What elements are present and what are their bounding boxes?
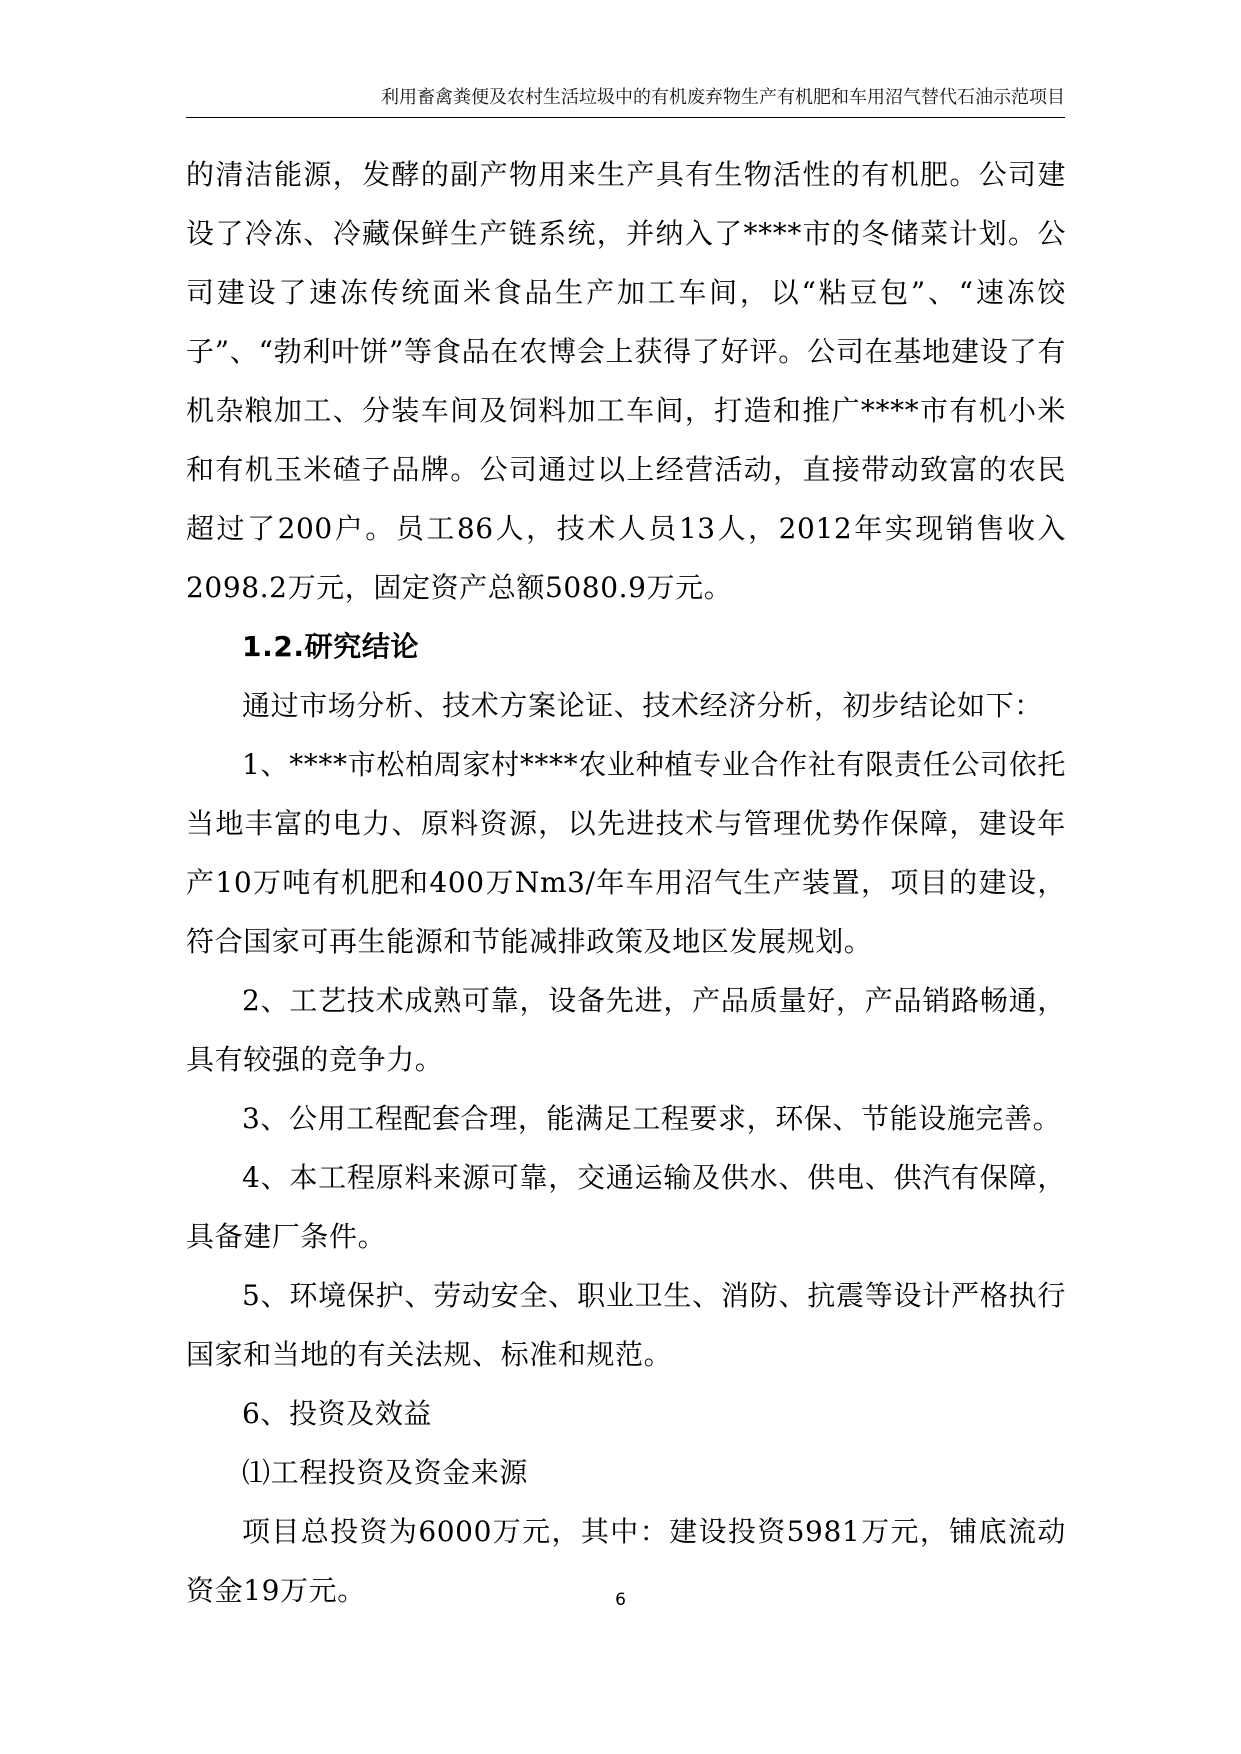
conclusions-lead: 通过市场分析、技术方案论证、技术经济分析，初步结论如下： xyxy=(242,689,1043,722)
conclusion-item-4: 4、本工程原料来源可靠，交通运输及供水、供电、供汽有保障，具备建厂条件。 xyxy=(186,1161,1066,1253)
conclusion-item-5: 5、环境保护、劳动安全、职业卫生、消防、抗震等设计严格执行国家和当地的有关法规、标准和规范。 xyxy=(186,1279,1066,1371)
section-heading: 1.2.研究结论 xyxy=(242,630,420,663)
page-number: 6 xyxy=(615,1590,626,1610)
header-rule xyxy=(186,117,1065,118)
intro-paragraph: 的清洁能源，发酵的副产物用来生产具有生物活性的有机肥。公司建设了冷冻、冷藏保鲜生产链系统，并纳入了****市的冬储菜计划。公司建设了速冻传统面米食品生产加工车间，以“粘豆包”、“速冻饺子”、“勃利叶饼”等食品在农博会上获得了好评。公司在基地建设了有机杂粮加工、分装车间及饲料加工车间，打造和推广****市有机小米和有机玉米碴子品牌。公司通过以上经营活动，直接带动致富的农民超过了200户。员工86人，技术人员13人，2012年实现销售收入2098.2万元，固定资产总额5080.9万元。 xyxy=(186,158,1066,604)
running-header: 利用畜禽粪便及农村生活垃圾中的有机废弃物生产有机肥和车用沼气替代石油示范项目 xyxy=(381,87,1065,108)
conclusion-item-6: 6、投资及效益 xyxy=(242,1397,433,1430)
conclusion-item-1: 1、****市松柏周家村****农业种植专业合作社有限责任公司依托当地丰富的电力、原料资源，以先进技术与管理优势作保障，建设年产10万吨有机肥和400万Nm3/年车用沼气生产装置，项目的建设，符合国家可再生能源和节能减排政策及地区发展规划。 xyxy=(186,748,1066,958)
subheading-investment: ⑴工程投资及资金来源 xyxy=(242,1456,529,1489)
conclusion-item-3: 3、公用工程配套合理，能满足工程要求，环保、节能设施完善。 xyxy=(242,1102,1062,1135)
document-body xyxy=(186,145,1066,1620)
conclusion-item-2: 2、工艺技术成熟可靠，设备先进，产品质量好，产品销路畅通，具有较强的竞争力。 xyxy=(186,984,1066,1076)
investment-paragraph: 项目总投资为6000万元，其中：建设投资5981万元，铺底流动资金19万元。 xyxy=(186,1515,1066,1607)
